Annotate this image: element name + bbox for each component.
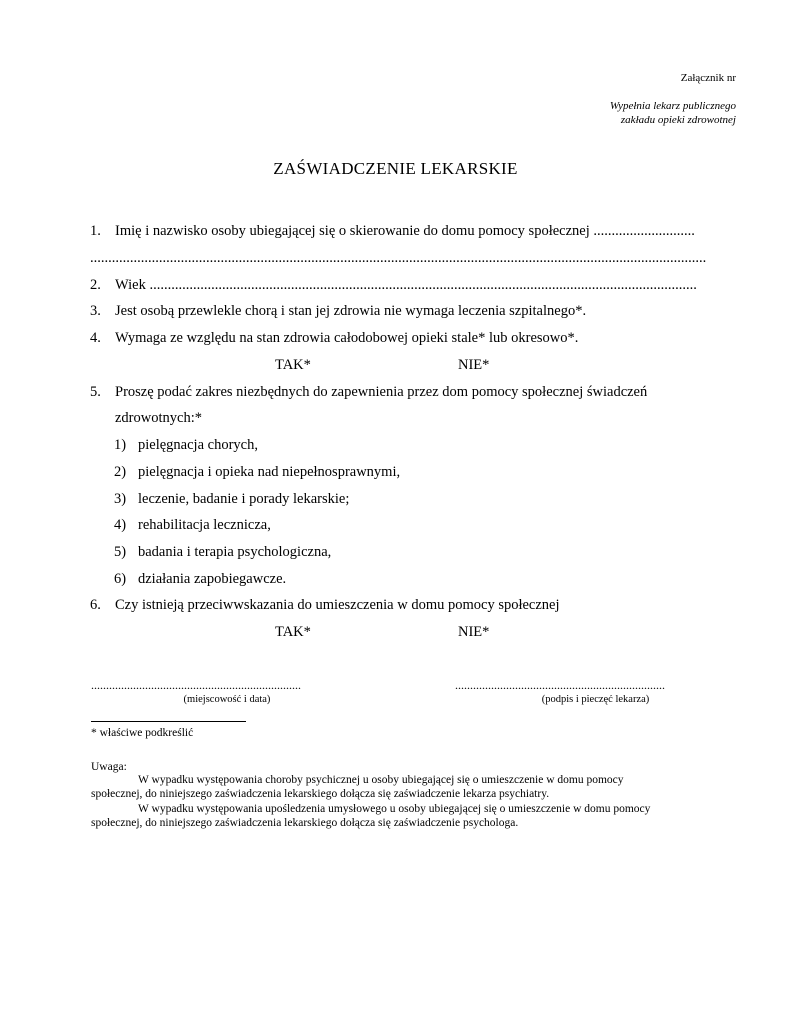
item-5-text: Proszę podać zakres niezbędnych do zapewnienia przez dom pomocy społecznej świadczeń bbox=[115, 384, 648, 400]
place-date-label: (miejscowość i data) bbox=[183, 694, 271, 705]
sub-item-1-number: 1) bbox=[114, 437, 127, 453]
note-heading: Uwaga: bbox=[91, 761, 127, 773]
item-6-text: Czy istnieją przeciwwskazania do umieszczenia w domu pomocy społecznej bbox=[115, 597, 560, 613]
item-1-number: 1. bbox=[90, 223, 101, 239]
sub-item-4-number: 4) bbox=[114, 517, 127, 533]
sub-item-4 bbox=[114, 515, 271, 535]
item-4-number: 4. bbox=[90, 330, 101, 346]
item-2 bbox=[90, 275, 736, 295]
item-4-text: Wymaga ze względu na stan zdrowia całodobowej opieki stale* lub okresowo*. bbox=[115, 330, 579, 346]
doctor-signature-line: ...................................................................... bbox=[455, 678, 665, 692]
item-5 bbox=[90, 382, 736, 402]
sub-item-6 bbox=[114, 569, 286, 589]
document-title: ZAŚWIADCZENIE LEKARSKIE bbox=[273, 159, 518, 178]
sub-item-3 bbox=[114, 489, 349, 509]
filled-by-note bbox=[610, 99, 736, 127]
item-6-yes-option: TAK* bbox=[275, 624, 311, 640]
sub-item-1 bbox=[114, 435, 258, 455]
filled-by-line-2: zakładu opieki zdrowotnej bbox=[620, 114, 736, 126]
attachment-label: Załącznik nr bbox=[680, 72, 736, 84]
sub-item-4-text: rehabilitacja lecznicza, bbox=[138, 517, 271, 533]
item-2-number: 2. bbox=[90, 277, 101, 293]
sub-item-6-number: 6) bbox=[114, 571, 127, 587]
item-1-text: Imię i nazwisko osoby ubiegającej się o skierowanie do domu pomocy społecznej ............................ bbox=[115, 223, 695, 239]
note-paragraph-1-line-1: W wypadku występowania choroby psychicznej u osoby ubiegającej się o umieszczenie w domu pomocy bbox=[138, 774, 624, 786]
sub-item-1-text: pielęgnacja chorych, bbox=[138, 437, 258, 453]
item-1-continuation: .......................................................................................................................................................................... bbox=[90, 250, 707, 266]
sub-item-2 bbox=[114, 462, 400, 482]
item-6-no-option: NIE* bbox=[458, 624, 490, 640]
footnote-divider bbox=[91, 721, 246, 722]
sub-item-5-number: 5) bbox=[114, 544, 127, 560]
item-3 bbox=[90, 301, 736, 321]
item-4-yes-option: TAK* bbox=[275, 357, 311, 373]
sub-item-2-number: 2) bbox=[114, 464, 127, 480]
sub-item-2-text: pielęgnacja i opieka nad niepełnosprawnymi, bbox=[138, 464, 401, 480]
note-paragraph-2-line-1: W wypadku występowania upośledzenia umysłowego u osoby ubiegającej się o umieszczenie w domu pomocy bbox=[138, 803, 651, 815]
sub-item-5 bbox=[114, 542, 331, 562]
item-5-continuation: zdrowotnych:* bbox=[115, 410, 202, 426]
item-6 bbox=[90, 595, 736, 615]
place-date-line: ...................................................................... bbox=[91, 678, 301, 692]
item-3-text: Jest osobą przewlekle chorą i stan jej zdrowia nie wymaga leczenia szpitalnego*. bbox=[115, 303, 587, 319]
filled-by-line-1: Wypełnia lekarz publicznego bbox=[609, 100, 736, 112]
item-2-text: Wiek ....................................................................................................................................................... bbox=[115, 277, 697, 293]
sub-item-3-number: 3) bbox=[114, 491, 127, 507]
item-6-number: 6. bbox=[90, 597, 101, 613]
sub-item-6-text: działania zapobiegawcze. bbox=[138, 571, 287, 587]
item-4 bbox=[90, 328, 736, 348]
note-paragraph-2-line-2: społecznej, do niniejszego zaświadczenia lekarskiego dołącza się zaświadczenie psychologa. bbox=[91, 817, 519, 829]
item-5-number: 5. bbox=[90, 384, 101, 400]
sub-item-3-text: leczenie, badanie i porady lekarskie; bbox=[138, 491, 350, 507]
footnote: * właściwe podkreślić bbox=[91, 727, 194, 739]
item-3-number: 3. bbox=[90, 303, 101, 319]
note-paragraph-1-line-2: społecznej, do niniejszego zaświadczenia lekarskiego dołącza się zaświadczenie lekarza psychiatry. bbox=[91, 788, 550, 800]
sub-item-5-text: badania i terapia psychologiczna, bbox=[138, 544, 332, 560]
item-4-no-option: NIE* bbox=[458, 357, 490, 373]
doctor-signature-label: (podpis i pieczęć lekarza) bbox=[541, 694, 650, 705]
item-1 bbox=[90, 221, 736, 241]
